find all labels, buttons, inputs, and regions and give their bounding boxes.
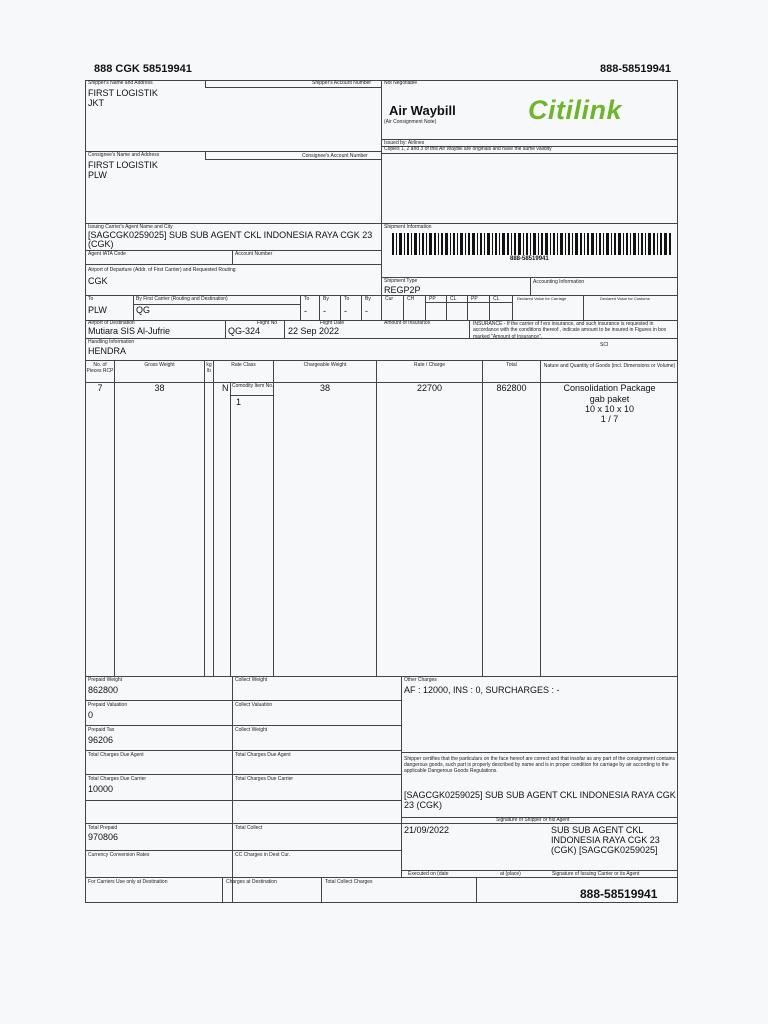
to3-value: -: [344, 306, 347, 316]
prepaid-valuation-value: 0: [88, 710, 94, 720]
barcode-text: 888-58519941: [510, 256, 549, 262]
agent-value: [SAGCGK0259025] SUB SUB AGENT CKL INDONESIA RAYA CGK 23 (CGK): [88, 230, 373, 250]
other-charges-label: Other Charges: [404, 677, 437, 683]
issuing-carrier-signature-label: Signature of Issuing Carrier or its Agent: [552, 871, 640, 877]
gross-weight-header: Gross Weight: [144, 362, 175, 368]
cl2-label: CL: [493, 296, 500, 302]
departure-value: CGK: [88, 276, 108, 286]
sci-label: SCI: [600, 342, 609, 348]
other-charges-value: AF : 12000, INS : 0, SURCHARGES : -: [404, 685, 560, 695]
collect-weight-label: Collect Weight: [235, 677, 268, 683]
charges-dest-label: Charges at Destination: [226, 879, 277, 885]
collect-valuation-label: Collect Valuation: [235, 702, 273, 708]
collect-tax-label: Collect Weight: [235, 727, 268, 733]
by3-value: -: [365, 306, 368, 316]
shipment-info-label: Shipment Information: [384, 224, 432, 230]
insurance-label: Amount of Insurance: [384, 320, 431, 326]
departure-label: Airport of Departure (Addr. of First Carrier) and Requested Routing: [88, 267, 236, 273]
consignee-account-label: Consignee's Account Number: [302, 153, 368, 159]
handling-label: Handling Information: [88, 339, 135, 345]
commodity-label: Comodity Item No.: [232, 383, 274, 389]
certify-agent: [SAGCGK0259025] SUB SUB AGENT CKL INDONESIA RAYA CGK 23 (CGK): [404, 790, 676, 810]
destination-value: Mutiara SIS Al-Jufrie: [88, 326, 171, 336]
prepaid-valuation-label: Prepaid Valuation: [88, 702, 128, 708]
total-collect-charges-label: Total Collect Charges: [325, 879, 373, 885]
goods-line-2: gab paket: [589, 394, 630, 404]
shipper-city: JKT: [88, 98, 105, 108]
by-first-carrier-value: QG: [136, 305, 151, 315]
prepaid-tax-value: 96206: [88, 735, 114, 745]
to-label: To: [88, 296, 94, 302]
shipment-type-label: Shipment Type: [384, 278, 418, 284]
commodity-value: 1: [236, 397, 242, 407]
agent-account-label: Account Number: [235, 251, 273, 257]
nature-goods-header: Nature and Quantity of Goods (incl. Dimensions or Volume): [543, 363, 676, 369]
execution-agent: SUB SUB AGENT CKL INDONESIA RAYA CGK 23 (CGK) [SAGCGK0259025]: [551, 825, 660, 855]
chargeable-weight-value: 38: [319, 383, 330, 393]
due-agent-collect-label: Total Charges Due Agent: [235, 752, 291, 758]
flight-date-label: Flight Date: [320, 320, 345, 326]
kg-header: kg lb: [206, 362, 212, 374]
declared-customs-label: Declared Value for Customs: [600, 296, 650, 301]
executed-on-label: Executed on (date: [408, 871, 449, 877]
copies-note: Copies 1, 2 and 3 of this Air Waybill are originals and have the same validity: [384, 146, 552, 152]
carrier-dest-label: For Carriers Use only at Destination: [88, 879, 168, 885]
flight-no-label: Flight No: [257, 320, 278, 326]
execution-date: 21/09/2022: [404, 825, 450, 835]
rate-class-header: Rate Class: [231, 362, 256, 368]
consignee-city: PLW: [88, 170, 107, 180]
shipper-name: FIRST LOGISTIK: [88, 88, 158, 98]
by-first-carrier-label: By First Carrier (Routing and Destination): [136, 296, 228, 302]
handling-value: HENDRA: [88, 346, 127, 356]
ch-label: CH: [407, 296, 415, 302]
shipper-label: Shipper's Name and Address: [88, 80, 153, 86]
shipper-signature-label: Signature of Shipper or his Agent: [496, 817, 570, 823]
accounting-label: Accounting Information: [533, 279, 585, 285]
goods-line-4: 1 / 7: [600, 414, 619, 424]
prepaid-weight-label: Prepaid Weight: [88, 677, 123, 683]
due-agent-label: Total Charges Due Agent: [88, 752, 144, 758]
by2-value: -: [323, 306, 326, 316]
by3-label: By: [365, 296, 371, 302]
kg-value: N: [222, 383, 229, 393]
citilink-logo: Citilink: [528, 95, 623, 125]
declared-carriage-label: Declared Value for Carriage: [517, 296, 567, 301]
prepaid-weight-value: 862800: [88, 685, 119, 695]
destination-label: Airport of Destination: [88, 320, 135, 326]
due-carrier-collect-label: Total Charges Due Carrier: [235, 776, 294, 782]
flight-no-value: QG-324: [228, 326, 261, 336]
cc-dest-label: CC Charges in Dest Cur.: [235, 852, 291, 858]
to2-label: To: [304, 296, 310, 302]
to2-value: -: [304, 306, 307, 316]
pieces-header: No. of Pieces RCP: [86, 362, 114, 374]
awb-number-left: 888 CGK 58519941: [94, 63, 192, 75]
gross-weight-value: 38: [154, 383, 165, 393]
currency-label: Cur: [385, 296, 394, 302]
prepaid-tax-label: Prepaid Tax: [88, 727, 115, 733]
total-prepaid-value: 970806: [88, 832, 119, 842]
pieces-value: 7: [97, 383, 103, 393]
goods-line-3: 10 x 10 x 10: [584, 404, 635, 414]
to3-label: To: [344, 296, 350, 302]
total-header: Total: [506, 362, 517, 368]
total-value: 862800: [496, 383, 527, 393]
consignee-name: FIRST LOGISTIK: [88, 160, 158, 170]
rate-charge-header: Rate / Charge: [413, 362, 446, 368]
awb-barcode: [392, 233, 672, 255]
insurance-note: INSURANCE - If the carrier of f ers insurance, and such insurance is requested in accordance with the conditions thereof , indicate amount to be insured in Figures in box marked "Amount of Insurance".: [473, 321, 667, 340]
at-place-label: at (place): [500, 871, 521, 877]
consignee-label: Consignee's Name and Address: [88, 152, 160, 158]
awb-number-right: 888-58519941: [600, 63, 671, 75]
airwaybill-subtitle: (Air Consignment Note): [384, 119, 437, 125]
awb-number-footer: 888-58519941: [580, 887, 658, 901]
due-carrier-value: 10000: [88, 784, 114, 794]
rate-value: 22700: [416, 383, 443, 393]
shipper-certification: Shipper certifies that the particulars on the face hereof are correct and that insofar as any part of the consignment contains dangerous goods, such part is properly described by name and is in proper condition for carriage by air according to the applicable Dangerous Goods Regulations.: [404, 756, 675, 774]
to-value: PLW: [88, 305, 107, 315]
issued-by: Issued by: Airlines: [384, 140, 425, 146]
agent-iata-label: Agent IATA Code: [88, 251, 126, 257]
total-collect-label: Total Collect: [235, 825, 263, 831]
shipment-type-value: REGP2P: [384, 285, 421, 295]
cl1-label: CL: [450, 296, 457, 302]
agent-label: Issuing Carrier's Agent Name and City: [88, 224, 173, 230]
due-carrier-label: Total Charges Due Carrier: [88, 776, 147, 782]
conversion-rates-label: Currency Conversion Rates: [88, 852, 150, 858]
chargeable-weight-header: Chargeable Weight: [303, 362, 347, 368]
total-prepaid-label: Total Prepaid: [88, 825, 118, 831]
by2-label: By: [323, 296, 329, 302]
flight-date-value: 22 Sep 2022: [288, 326, 340, 336]
airwaybill-title: Air Waybill: [389, 103, 456, 118]
not-negotiable: Not Negotiable: [384, 80, 418, 86]
goods-line-1: Consolidation Package: [563, 383, 656, 393]
pp2-label: PP: [471, 296, 478, 302]
shipper-account-label: Shipper's Account Number: [312, 80, 372, 86]
pp1-label: PP: [429, 296, 436, 302]
